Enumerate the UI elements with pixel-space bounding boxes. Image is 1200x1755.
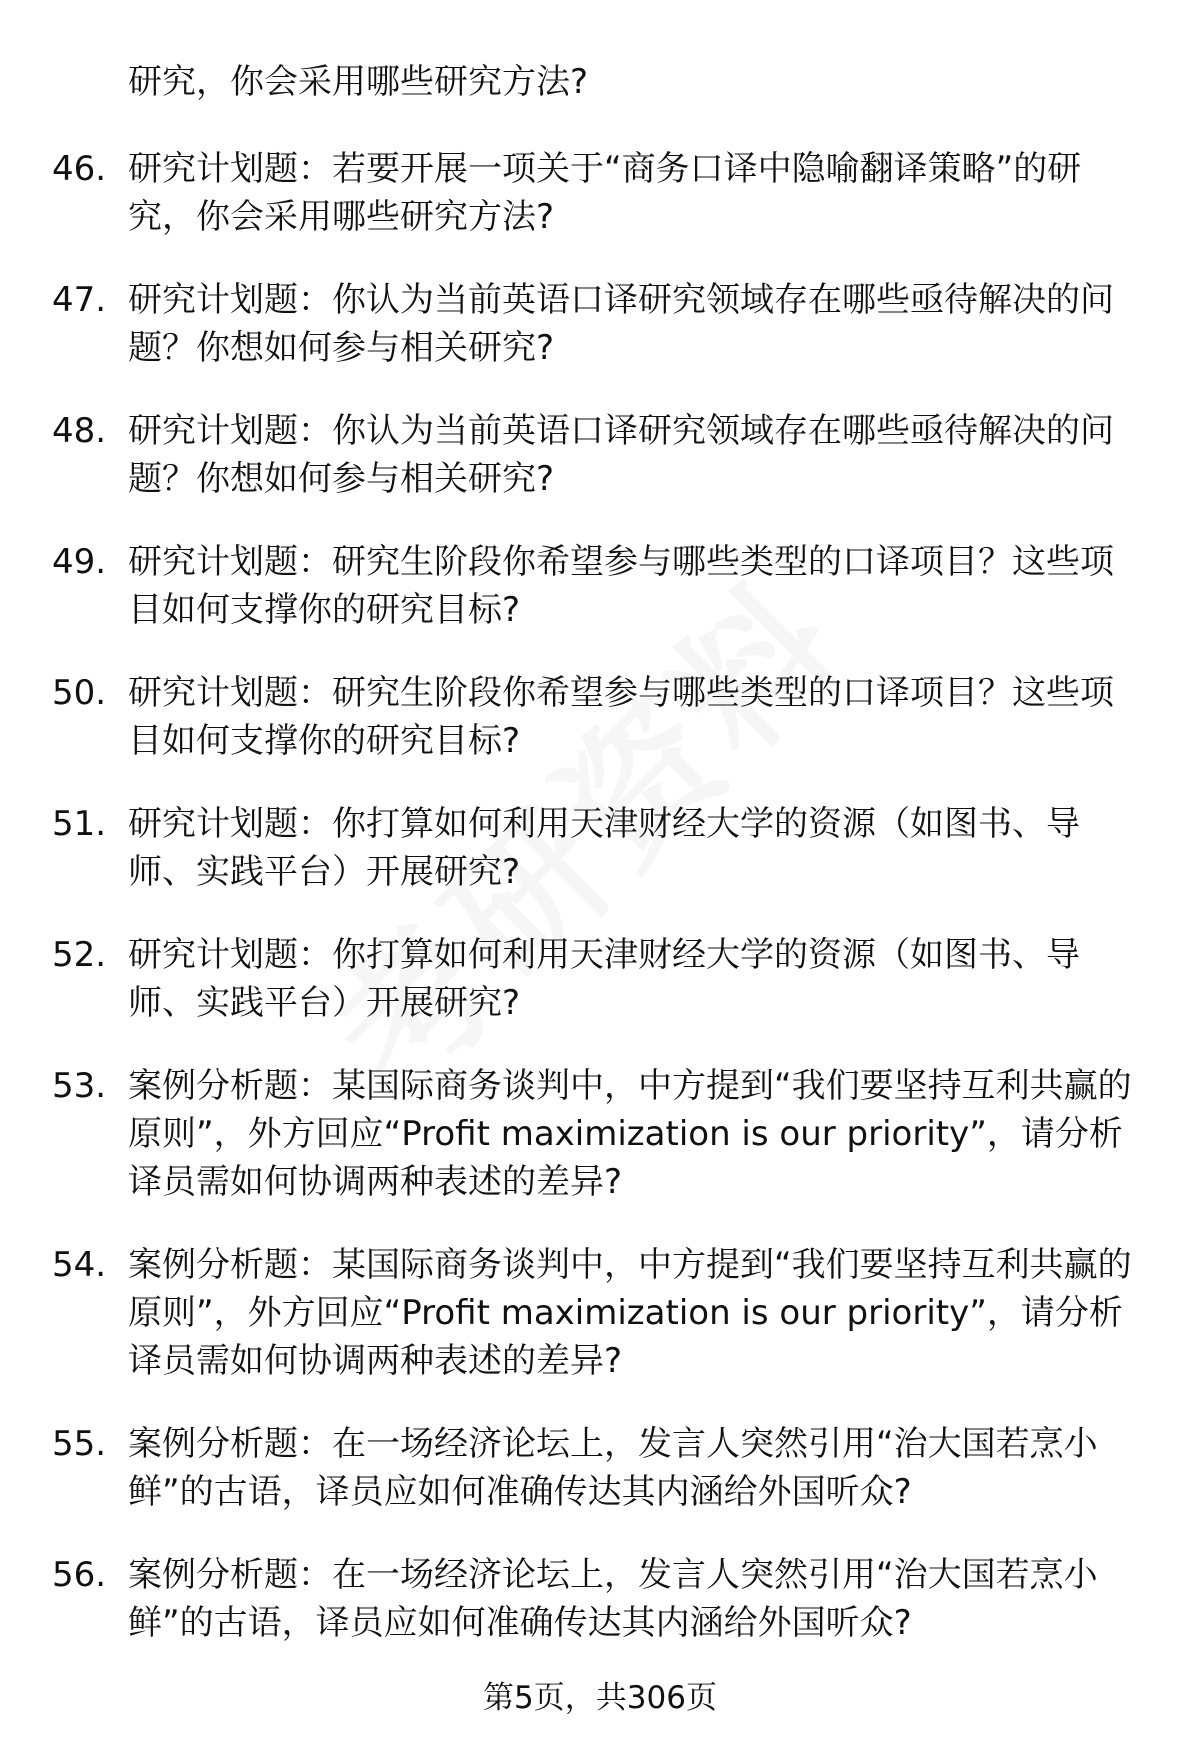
- question-text: 研究计划题：你打算如何利用天津财经大学的资源（如图书、导师、实践平台）开展研究?: [128, 935, 1080, 1023]
- page-footer: 第5页，共306页: [483, 1680, 717, 1716]
- question-item: [52, 407, 1152, 503]
- question-item: [52, 1241, 1152, 1385]
- question-item: [52, 1420, 1152, 1516]
- question-text: 案例分析题：某国际商务谈判中，中方提到“我们要坚持互利共赢的原则”，外方回应“Profit maximization is our priority”，请分析译员需如何协调两种表述的差异?: [128, 1245, 1132, 1381]
- question-number: 50.: [52, 673, 107, 713]
- question-item: [52, 800, 1152, 896]
- question-number: 52.: [52, 935, 107, 975]
- question-text: 研究计划题：研究生阶段你希望参与哪些类型的口译项目？这些项目如何支撑你的研究目标?: [128, 542, 1114, 630]
- question-item: [52, 276, 1152, 372]
- question-number: 49.: [52, 542, 107, 582]
- question-number: 56.: [52, 1555, 107, 1595]
- question-item: [52, 145, 1152, 241]
- question-text: 研究计划题：你认为当前英语口译研究领域存在哪些亟待解决的问题？你想如何参与相关研究?: [128, 280, 1114, 368]
- question-text: 案例分析题：某国际商务谈判中，中方提到“我们要坚持互利共赢的原则”，外方回应“Profit maximization is our priority”，请分析译员需如何协调两种表述的差异?: [128, 1066, 1132, 1202]
- question-number: 47.: [52, 280, 107, 320]
- question-text: 案例分析题：在一场经济论坛上，发言人突然引用“治大国若烹小鲜”的古语，译员应如何准确传达其内涵给外国听众?: [128, 1424, 1098, 1512]
- question-text: 研究计划题：你打算如何利用天津财经大学的资源（如图书、导师、实践平台）开展研究?: [128, 804, 1080, 892]
- question-item: [52, 1551, 1152, 1647]
- question-item: [52, 669, 1152, 765]
- question-item: [52, 931, 1152, 1027]
- question-list: [52, 145, 1152, 1682]
- question-text: 案例分析题：在一场经济论坛上，发言人突然引用“治大国若烹小鲜”的古语，译员应如何准确传达其内涵给外国听众?: [128, 1555, 1098, 1643]
- question-number: 51.: [52, 804, 107, 844]
- question-text: 研究计划题：你认为当前英语口译研究领域存在哪些亟待解决的问题？你想如何参与相关研究?: [128, 411, 1114, 499]
- question-number: 55.: [52, 1424, 107, 1464]
- question-number: 53.: [52, 1066, 107, 1106]
- continued-question-text: 研究，你会采用哪些研究方法?: [128, 62, 589, 102]
- question-item: [52, 538, 1152, 634]
- question-text: 研究计划题：研究生阶段你希望参与哪些类型的口译项目？这些项目如何支撑你的研究目标?: [128, 673, 1114, 761]
- question-number: 48.: [52, 411, 107, 451]
- question-number: 46.: [52, 149, 107, 189]
- question-text: 研究计划题：若要开展一项关于“商务口译中隐喻翻译策略”的研究，你会采用哪些研究方法?: [128, 149, 1082, 237]
- question-item: [52, 1062, 1152, 1206]
- question-number: 54.: [52, 1245, 107, 1285]
